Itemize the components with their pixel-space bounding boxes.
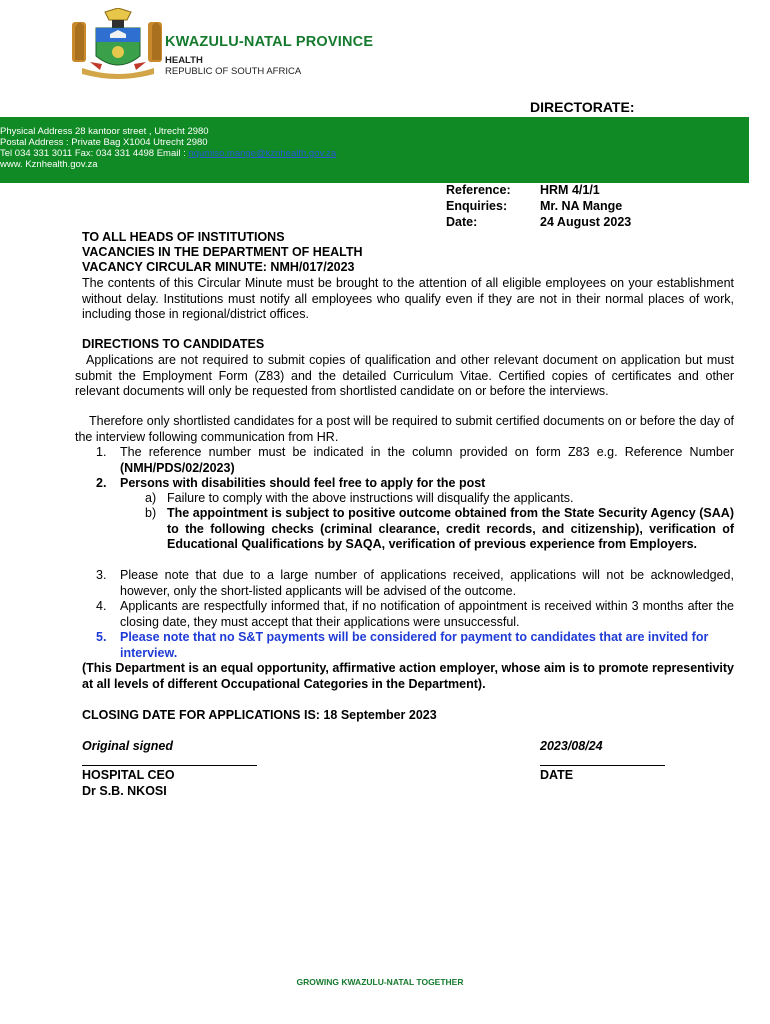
item-2a-number: a) — [145, 491, 157, 505]
item-2b-text: The appointment is subject to positive outcome obtained from the State Security Agency (SAA) to the following checks (criminal clearance, credit records, and citizenship), verification of Educational Qualifications by SAQA, verification of previous experience from Employers. — [167, 506, 734, 551]
coat-of-arms-logo — [72, 8, 164, 80]
department-name — [165, 55, 301, 77]
item-2a-text: Failure to comply with the above instructions will disqualify the applicants. — [167, 491, 574, 505]
heading-circular: VACANCY CIRCULAR MINUTE: NMH/017/2023 — [82, 260, 355, 274]
item-2-text: Persons with disabilities should feel free to apply for the post — [120, 476, 486, 490]
heading-institutions: TO ALL HEADS OF INSTITUTIONS — [82, 230, 285, 244]
date-line — [540, 765, 665, 766]
signatory-name: Dr S.B. NKOSI — [82, 784, 167, 798]
department-label: HEALTH — [165, 55, 203, 66]
tel-fax: Tel 034 331 3011 Fax: 034 331 4498 Email : — [0, 148, 189, 159]
date-value: 24 August 2023 — [540, 215, 632, 229]
province-title: KWAZULU-NATAL PROVINCE — [165, 34, 374, 50]
item-3-number: 3. — [96, 568, 107, 582]
item-3-text: Please note that due to a large number of applications received, applications will not be acknowledged, however, only the short-listed applicants will be advised of the outcome. — [120, 568, 734, 598]
country-label: REPUBLIC OF SOUTH AFRICA — [165, 66, 302, 77]
date-label: Date: — [446, 215, 478, 229]
footer-slogan: GROWING KWAZULU-NATAL TOGETHER — [296, 977, 464, 987]
item-5-number: 5. — [96, 630, 107, 644]
reference-label: Reference: — [446, 183, 511, 197]
reference-value: HRM 4/1/1 — [540, 183, 600, 197]
physical-address: Physical Address 28 kantoor street , Utrecht 2980 — [0, 126, 209, 137]
postal-address: Postal Address : Private Bag X1004 Utrecht 2980 — [0, 137, 208, 148]
enquiries-label: Enquiries: — [446, 199, 508, 213]
item-1 — [120, 445, 734, 476]
contact-line — [0, 148, 336, 159]
item-4-text: Applicants are respectfully informed that, if no notification of appointment is received within 3 months after the closing date, they must accept that their applications were unsuccessful. — [120, 599, 734, 629]
signature-line — [82, 765, 257, 766]
heading-vacancies: VACANCIES IN THE DEPARTMENT OF HEALTH — [82, 245, 363, 259]
item-5-text: Please note that no S&T payments will be considered for payment to candidates that are invited for interview. — [120, 630, 709, 660]
original-signed: Original signed — [82, 739, 173, 753]
item-1-reference: (NMH/PDS/02/2023) — [120, 460, 235, 475]
website[interactable]: www. Kznhealth.gov.za — [0, 159, 98, 170]
directorate-label: DIRECTORATE: — [530, 99, 635, 115]
address-block — [0, 126, 336, 170]
directions-paragraph-1: Applications are not required to submit copies of qualification and other relevant document on application but must submit the Employment Form (Z83) and the detailed Curriculum Vitae. Certified copies of certificates and other relevant documents will only be requested from shortlisted candidate on or before the interviews. — [75, 353, 734, 398]
closing-date: CLOSING DATE FOR APPLICATIONS IS: 18 September 2023 — [82, 708, 437, 722]
item-1-text: The reference number must be indicated in the column provided on form Z83 e.g. Reference Number — [120, 445, 734, 459]
directions-heading: DIRECTIONS TO CANDIDATES — [82, 337, 265, 351]
item-2b-number: b) — [145, 506, 157, 520]
signed-date-value: 2023/08/24 — [540, 739, 603, 753]
email-link[interactable]: nqumiso.mange@kznhealth.gov.za — [188, 148, 337, 159]
signatory-title: HOSPITAL CEO — [82, 768, 175, 782]
enquiries-value: Mr. NA Mange — [540, 199, 623, 213]
directions-paragraph-2: Therefore only shortlisted candidates for a post will be required to submit certified documents on or before the day of the interview following communication from HR. — [75, 414, 734, 444]
item-2-number: 2. — [96, 476, 107, 490]
item-4-number: 4. — [96, 599, 107, 613]
equal-opportunity-statement: (This Department is an equal opportunity, affirmative action employer, whose aim is to promote representivity at all levels of different Occupational Categories in the Department). — [82, 661, 734, 691]
intro-paragraph: The contents of this Circular Minute must be brought to the attention of all eligible employees on your establishment without delay. Institutions must notify all employees who qualify even if they are not in their normal places of work, including those in regional/district offices. — [82, 276, 734, 321]
signed-date-label: DATE — [540, 768, 574, 782]
item-1-number: 1. — [96, 445, 107, 459]
